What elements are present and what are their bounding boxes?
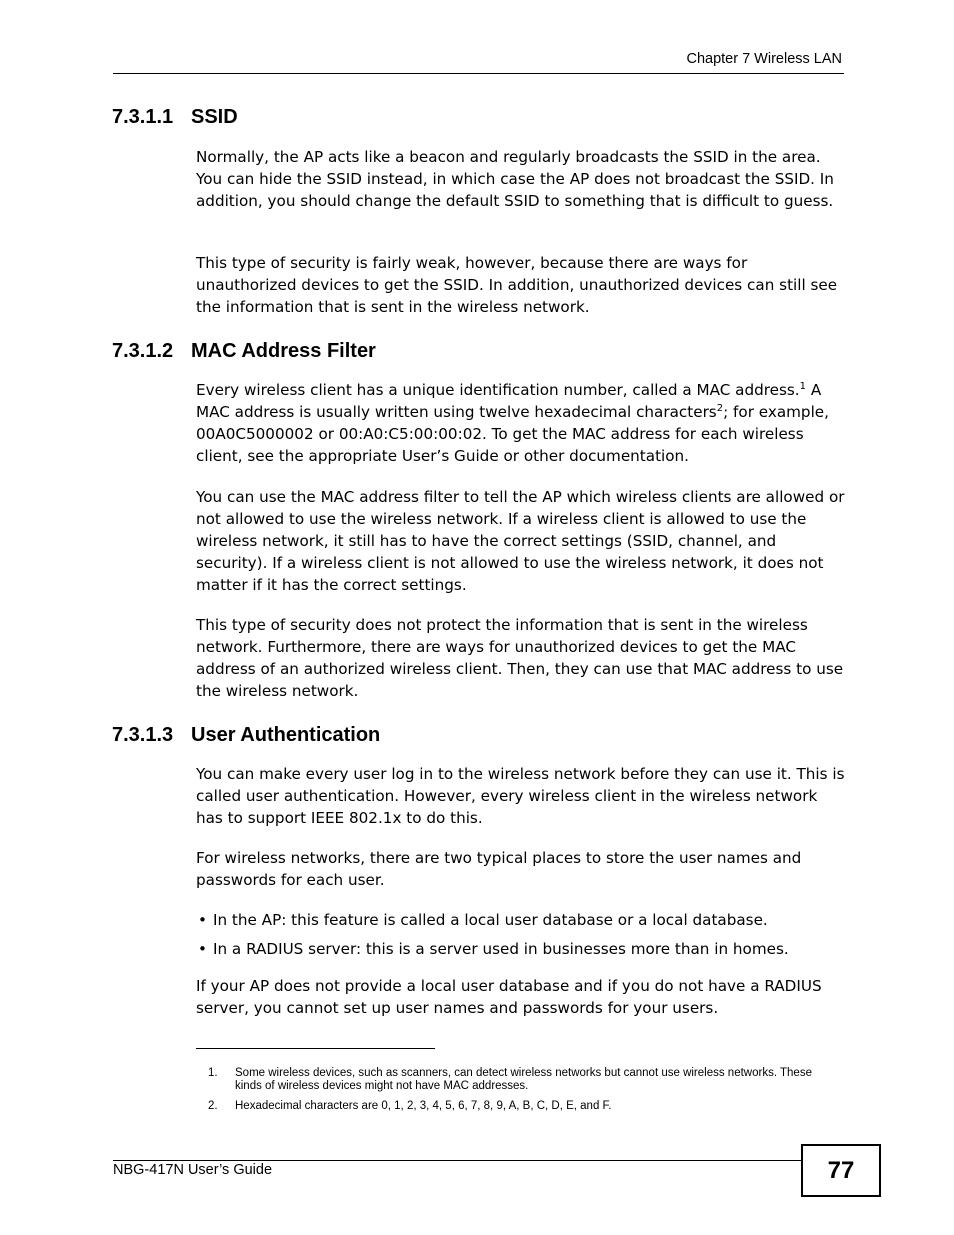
list-item bbox=[196, 938, 846, 960]
section-heading-user-auth bbox=[112, 724, 380, 747]
paragraph: You can make every user log in to the wireless network before they can use it. This is called user authentication. However, every wireless client in the wireless network has to support IEEE 802.1x to do this. bbox=[196, 765, 845, 827]
text-run: A MAC address is usually written using twelve hexadecimal characters bbox=[196, 381, 822, 421]
paragraph: This type of security is fairly weak, however, because there are ways for unauthorized devices to get the SSID. In addition, unauthorized devices can still see the information that is sent in the wireless network. bbox=[196, 254, 838, 316]
footnote-ref[interactable]: 1 bbox=[799, 381, 807, 392]
section-title: User Authentication bbox=[191, 724, 381, 746]
paragraph: This type of security does not protect the information that is sent in the wireless network. Furthermore, there are ways for unauthorized devices to get the MAC address of an authorized wireless client. Then, they can use that MAC address to use the wireless network. bbox=[196, 616, 844, 700]
footnote-rule bbox=[196, 1048, 435, 1049]
paragraph: Normally, the AP acts like a beacon and regularly broadcasts the SSID in the area. You can hide the SSID instead, in which case the AP does not broadcast the SSID. In addition, you should change the default SSID to something that is difficult to guess. bbox=[196, 148, 834, 210]
text-run: ; for example, 00A0C5000002 or 00:A0:C5:00:00:02. To get the MAC address for each wireless client, see the appropriate User’s Guide or other documentation. bbox=[196, 403, 829, 465]
text-run: Every wireless client has a unique identification number, called a MAC address. bbox=[196, 381, 800, 399]
footnote-number: 1. bbox=[208, 1067, 218, 1079]
bullet-list bbox=[196, 909, 846, 960]
section-number: 7.3.1.1 bbox=[112, 106, 174, 128]
footnote-text: Some wireless devices, such as scanners, can detect wireless networks but cannot use wireless networks. These kinds of wireless devices might not have MAC addresses. bbox=[235, 1067, 812, 1092]
paragraph-mac-intro bbox=[196, 379, 846, 467]
page-number: 77 bbox=[801, 1144, 881, 1197]
section-title: SSID bbox=[191, 106, 238, 128]
footnote-number: 2. bbox=[208, 1100, 218, 1112]
list-item-text: In a RADIUS server: this is a server used in businesses more than in homes. bbox=[213, 940, 789, 958]
section-number: 7.3.1.2 bbox=[112, 340, 174, 362]
footnote bbox=[196, 1100, 836, 1113]
paragraph: For wireless networks, there are two typical places to store the user names and passwords for each user. bbox=[196, 849, 802, 889]
paragraph: If your AP does not provide a local user database and if you do not have a RADIUS server, you cannot set up user names and passwords for your users. bbox=[196, 977, 822, 1017]
footnote-ref[interactable]: 2 bbox=[716, 403, 724, 414]
list-item-text: In the AP: this feature is called a local user database or a local database. bbox=[213, 911, 768, 929]
footnote-text: Hexadecimal characters are 0, 1, 2, 3, 4, 5, 6, 7, 8, 9, A, B, C, D, E, and F. bbox=[235, 1100, 612, 1112]
footnote bbox=[196, 1067, 836, 1093]
guide-title: NBG-417N User’s Guide bbox=[113, 1162, 273, 1178]
running-header: Chapter 7 Wireless LAN bbox=[686, 51, 842, 67]
section-number: 7.3.1.3 bbox=[112, 724, 174, 746]
section-title: MAC Address Filter bbox=[191, 340, 376, 362]
paragraph: You can use the MAC address filter to tell the AP which wireless clients are allowed or not allowed to use the wireless network. If a wireless client is allowed to use the wireless network, it still has to have the correct settings (SSID, channel, and security). If a wireless client is not allowed to use the wireless network, it does not matter if it has the correct settings. bbox=[196, 488, 845, 594]
list-item bbox=[196, 909, 846, 931]
footer-rule bbox=[113, 1160, 802, 1161]
header-rule bbox=[113, 73, 844, 74]
bullet-icon: • bbox=[198, 940, 207, 958]
section-heading-mac-filter bbox=[112, 340, 376, 363]
bullet-icon: • bbox=[198, 911, 207, 929]
section-heading-ssid bbox=[112, 106, 238, 129]
